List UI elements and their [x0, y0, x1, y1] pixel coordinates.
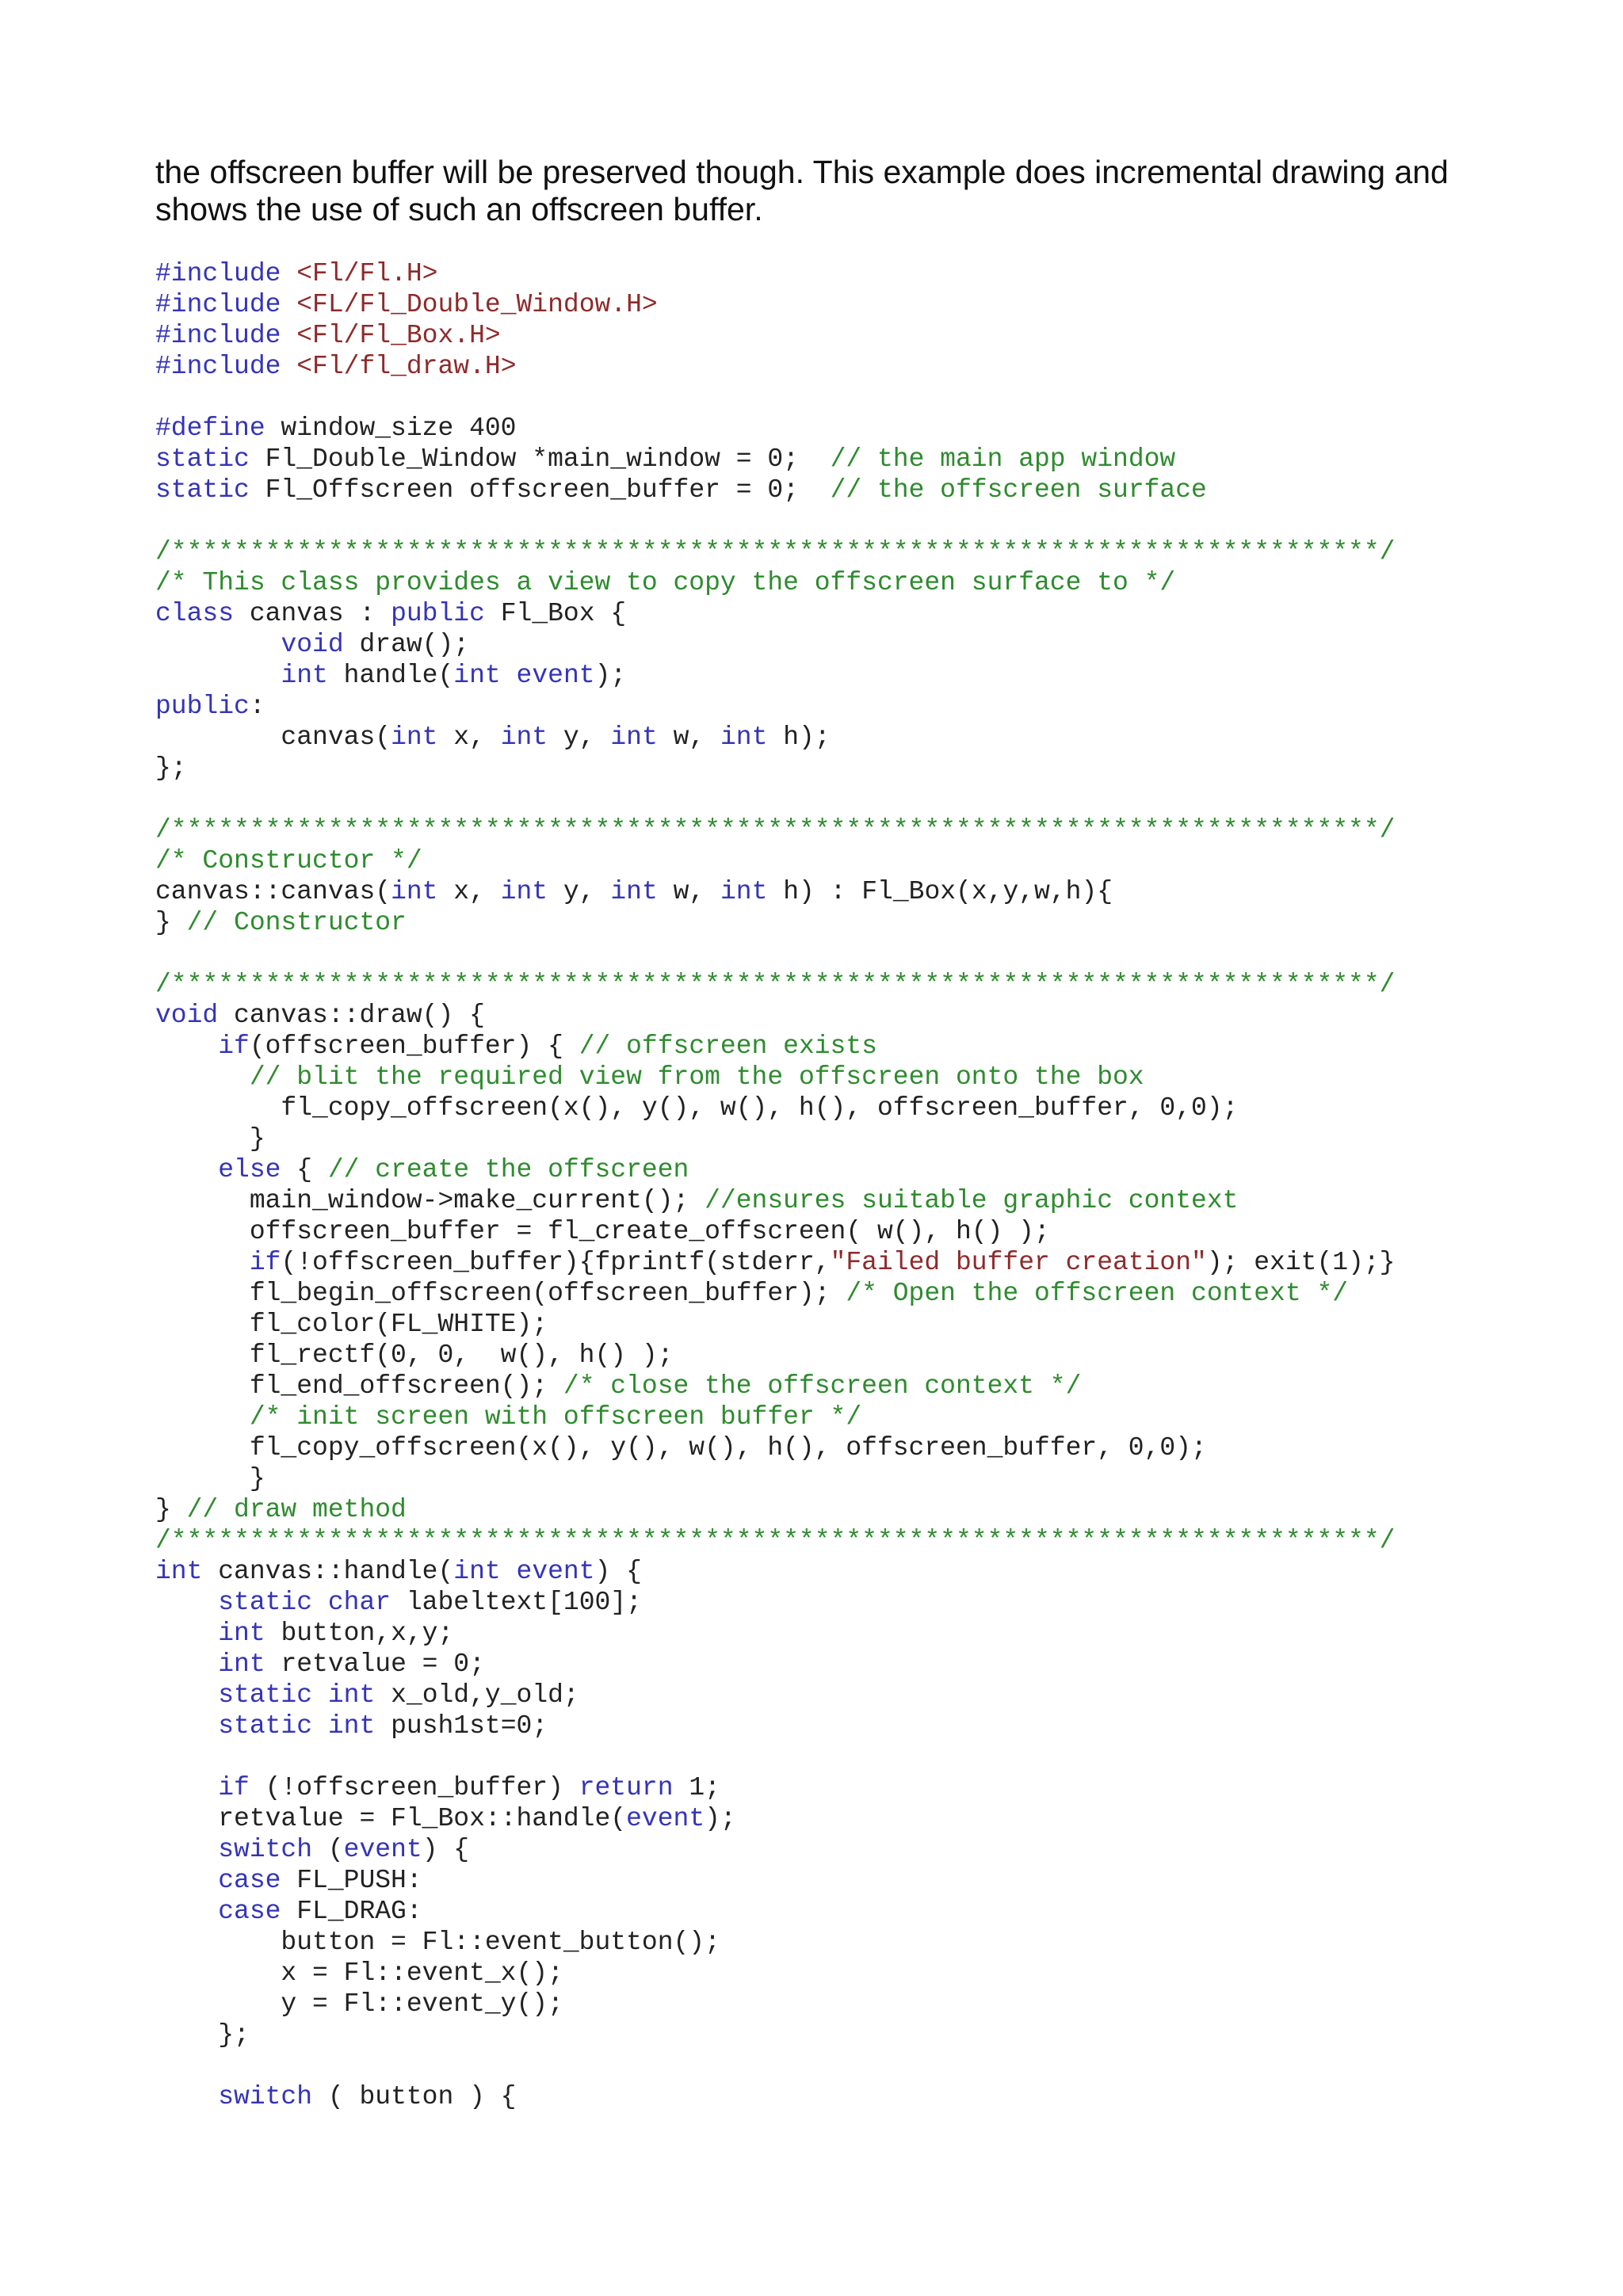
code-text: fl_copy_offscreen(x(), y(), w(), h(), offscreen_buffer, 0,0); [155, 1433, 1207, 1463]
code-text: 1; [673, 1773, 720, 1802]
code-text [155, 1032, 218, 1061]
code-line [155, 505, 1550, 536]
code-line [155, 1278, 1550, 1309]
code-keyword: int [610, 877, 658, 906]
code-line [155, 1247, 1550, 1278]
code-text [501, 661, 517, 690]
code-line [155, 1494, 1550, 1525]
code-text: x = Fl::event_x(); [155, 1958, 563, 1988]
code-keyword: event [516, 661, 595, 690]
code-line [155, 1587, 1550, 1618]
code-text: ); [705, 1804, 736, 1833]
code-text: labeltext[100]; [391, 1588, 642, 1617]
code-keyword: case [218, 1897, 281, 1926]
code-keyword: int [500, 877, 548, 906]
code-text [155, 1248, 250, 1277]
code-text: FL_DRAG: [281, 1897, 422, 1926]
code-keyword: int [453, 1557, 501, 1586]
code-line [155, 444, 1550, 475]
code-text: ); [594, 661, 627, 690]
code-line [155, 1711, 1550, 1741]
intro-paragraph [155, 154, 1503, 228]
code-text: fl_end_offscreen(); [155, 1371, 563, 1401]
code-line [155, 1340, 1550, 1371]
code-keyword: int [500, 723, 548, 752]
code-text: offscreen_buffer = fl_create_offscreen( w(), h() ); [155, 1217, 1050, 1246]
code-line [155, 845, 1550, 876]
code-text: handle( [327, 661, 454, 690]
code-text: button,x,y; [265, 1619, 454, 1648]
code-text [155, 1711, 218, 1741]
code-text [281, 259, 296, 288]
code-text [155, 1588, 218, 1617]
code-text [312, 1680, 328, 1710]
code-line [155, 258, 1550, 289]
code-text: ); exit(1);} [1206, 1248, 1396, 1277]
code-line [155, 753, 1550, 784]
code-line [155, 1031, 1550, 1062]
code-keyword: int [281, 661, 328, 690]
code-text [501, 1557, 517, 1586]
code-line [155, 1680, 1550, 1711]
code-comment: // the offscreen surface [830, 475, 1207, 505]
code-line [155, 784, 1550, 814]
code-keyword: static [218, 1680, 313, 1710]
code-text: } [155, 1124, 265, 1154]
code-text: }; [155, 753, 187, 783]
code-line [155, 1432, 1550, 1463]
code-text: main_window->make_current(); [155, 1186, 705, 1215]
code-keyword: switch [218, 2082, 313, 2111]
code-line [155, 1772, 1550, 1803]
code-text: w, [657, 723, 720, 752]
code-line [155, 1525, 1550, 1556]
code-text: x_old,y_old; [375, 1680, 579, 1710]
code-text: ) { [422, 1835, 470, 1864]
code-text: ( [312, 1835, 344, 1864]
code-text: } [155, 908, 187, 937]
code-comment: //ensures suitable graphic context [705, 1186, 1239, 1215]
code-comment: /*****************************************************************************/ [155, 1526, 1396, 1555]
code-text [155, 1062, 250, 1092]
code-keyword: void [281, 630, 344, 659]
code-listing [155, 258, 1550, 2112]
code-text [155, 1680, 218, 1710]
code-line [155, 660, 1550, 691]
code-line [155, 598, 1550, 629]
code-keyword: #include [155, 352, 281, 381]
code-text: { [281, 1155, 328, 1184]
code-line [155, 969, 1550, 1000]
code-keyword: int [453, 661, 501, 690]
code-text: (!offscreen_buffer){fprintf(stderr, [281, 1248, 831, 1277]
code-text: } [155, 1464, 265, 1493]
code-comment: // the main app window [830, 444, 1176, 474]
code-text: y, [548, 723, 611, 752]
code-text: (!offscreen_buffer) [249, 1773, 579, 1802]
code-text: fl_rectf(0, 0, w(), h() ); [155, 1341, 674, 1370]
code-comment: // offscreen exists [579, 1032, 877, 1061]
code-keyword: int [218, 1650, 265, 1679]
code-string: <Fl/Fl_Box.H> [296, 321, 501, 350]
code-text: } [155, 1495, 187, 1524]
code-keyword: #include [155, 290, 281, 319]
code-text: w, [657, 877, 720, 906]
code-keyword: event [626, 1804, 705, 1833]
code-keyword: void [155, 1001, 219, 1030]
code-keyword: int [327, 1680, 376, 1710]
code-keyword: public [155, 692, 250, 721]
code-comment: /* This class provides a view to copy the offscreen surface to */ [155, 568, 1176, 597]
code-line [155, 567, 1550, 598]
code-line [155, 382, 1550, 413]
code-text: window_size 400 [265, 414, 517, 443]
code-line [155, 475, 1550, 505]
code-string: <Fl/fl_draw.H> [296, 352, 517, 381]
code-text [155, 1835, 218, 1864]
code-keyword: case [218, 1866, 281, 1895]
code-text [312, 1588, 328, 1617]
code-line [155, 629, 1550, 660]
code-line [155, 536, 1550, 567]
code-text: push1st=0; [375, 1711, 548, 1741]
code-text: canvas : [234, 599, 391, 628]
code-keyword: int [610, 723, 658, 752]
code-text: canvas::draw() { [218, 1001, 485, 1030]
code-keyword: return [579, 1773, 674, 1802]
code-line [155, 1123, 1550, 1154]
code-line [155, 1093, 1550, 1123]
code-keyword: int [720, 877, 768, 906]
code-keyword: int [720, 723, 768, 752]
code-keyword: static [155, 475, 250, 505]
code-comment: /*****************************************************************************/ [155, 970, 1396, 999]
code-comment: /* Constructor */ [155, 846, 422, 875]
code-text: x, [437, 723, 501, 752]
code-text [155, 1897, 218, 1926]
code-line [155, 1216, 1550, 1247]
code-line [155, 1989, 1550, 2019]
code-text: Fl_Double_Window *main_window = 0; [249, 444, 831, 474]
code-keyword: event [343, 1835, 422, 1864]
code-line [155, 2081, 1550, 2112]
code-text: : [249, 692, 265, 721]
code-line [155, 1000, 1550, 1031]
code-comment: // create the offscreen [327, 1155, 689, 1184]
code-line [155, 1185, 1550, 1216]
code-keyword: #include [155, 259, 281, 288]
code-comment: /* close the offscreen context */ [563, 1371, 1082, 1401]
code-text: button = Fl::event_button(); [155, 1928, 720, 1957]
code-line [155, 413, 1550, 444]
intro-line-2: shows the use of such an offscreen buffer. [155, 191, 763, 227]
code-keyword: static [218, 1711, 313, 1741]
code-text: (offscreen_buffer) { [249, 1032, 579, 1061]
code-text: retvalue = Fl_Box::handle( [155, 1804, 627, 1833]
code-line [155, 1556, 1550, 1587]
code-line [155, 876, 1550, 907]
code-keyword: int [327, 1711, 376, 1741]
code-line [155, 1618, 1550, 1649]
code-line [155, 691, 1550, 722]
code-line [155, 1463, 1550, 1494]
code-text [281, 352, 296, 381]
code-text [155, 630, 281, 659]
intro-line-1: the offscreen buffer will be preserved though. This example does incremental drawing and [155, 154, 1449, 190]
code-text: fl_begin_offscreen(offscreen_buffer); [155, 1279, 846, 1308]
code-line [155, 2050, 1550, 2081]
code-text [312, 1711, 328, 1741]
code-line [155, 1896, 1550, 1927]
code-text [155, 1619, 218, 1648]
code-text: ) { [594, 1557, 642, 1586]
code-keyword: int [218, 1619, 265, 1648]
code-line [155, 1958, 1550, 1989]
code-text [155, 1773, 218, 1802]
code-text: canvas( [155, 723, 391, 752]
code-comment: // Constructor [186, 908, 407, 937]
code-text [155, 661, 281, 690]
code-comment: // blit the required view from the offscreen onto the box [249, 1062, 1144, 1092]
code-text: canvas::canvas( [155, 877, 391, 906]
code-comment: /*****************************************************************************/ [155, 815, 1396, 845]
code-text [155, 2082, 218, 2111]
code-string: <Fl/Fl.H> [296, 259, 438, 288]
code-line [155, 1741, 1550, 1772]
code-line [155, 1834, 1550, 1865]
code-text: retvalue = 0; [265, 1650, 485, 1679]
code-line [155, 320, 1550, 351]
code-keyword: if [218, 1032, 250, 1061]
code-line [155, 722, 1550, 753]
code-line [155, 814, 1550, 845]
code-text [281, 321, 296, 350]
code-comment: /*****************************************************************************/ [155, 537, 1396, 566]
code-keyword: public [391, 599, 485, 628]
code-text: Fl_Offscreen offscreen_buffer = 0; [249, 475, 831, 505]
code-text: draw(); [343, 630, 470, 659]
code-text: ( button ) { [312, 2082, 517, 2111]
code-keyword: #include [155, 321, 281, 350]
code-keyword: int [391, 877, 438, 906]
code-text: Fl_Box { [484, 599, 627, 628]
code-keyword: else [218, 1155, 281, 1184]
code-comment: // draw method [186, 1495, 407, 1524]
code-comment: /* init screen with offscreen buffer */ [249, 1402, 862, 1432]
code-line [155, 1865, 1550, 1896]
code-text: canvas::handle( [202, 1557, 454, 1586]
code-line [155, 1371, 1550, 1402]
code-line [155, 1803, 1550, 1834]
code-line [155, 938, 1550, 969]
code-keyword: class [155, 599, 235, 628]
code-text [155, 1402, 250, 1432]
code-keyword: static [155, 444, 250, 474]
code-text: fl_color(FL_WHITE); [155, 1310, 548, 1339]
code-line [155, 1309, 1550, 1340]
code-line [155, 1062, 1550, 1093]
code-keyword: #define [155, 414, 265, 443]
code-keyword: int [391, 723, 438, 752]
code-text: x, [437, 877, 501, 906]
code-text [155, 1650, 218, 1679]
code-keyword: if [218, 1773, 250, 1802]
code-text: y, [548, 877, 611, 906]
code-text: y = Fl::event_y(); [155, 1989, 563, 2019]
code-keyword: switch [218, 1835, 313, 1864]
code-keyword: char [327, 1588, 391, 1617]
code-comment: /* Open the offscreen context */ [846, 1279, 1349, 1308]
code-line [155, 2019, 1550, 2050]
code-line [155, 289, 1550, 320]
code-line [155, 1927, 1550, 1958]
code-line [155, 1402, 1550, 1432]
code-line [155, 1154, 1550, 1185]
code-text: fl_copy_offscreen(x(), y(), w(), h(), offscreen_buffer, 0,0); [155, 1093, 1239, 1123]
code-string: <FL/Fl_Double_Window.H> [296, 290, 658, 319]
code-keyword: static [218, 1588, 313, 1617]
code-string: "Failed buffer creation" [830, 1248, 1207, 1277]
code-text [155, 1866, 218, 1895]
code-keyword: event [516, 1557, 595, 1586]
code-keyword: int [155, 1557, 203, 1586]
code-text: h) : Fl_Box(x,y,w,h){ [767, 877, 1113, 906]
code-text: h); [767, 723, 831, 752]
code-line [155, 351, 1550, 382]
code-text: }; [155, 2020, 250, 2050]
code-text [155, 1155, 218, 1184]
code-line [155, 1649, 1550, 1680]
code-text [281, 290, 296, 319]
code-keyword: if [249, 1248, 281, 1277]
code-line [155, 907, 1550, 938]
code-text: FL_PUSH: [281, 1866, 422, 1895]
